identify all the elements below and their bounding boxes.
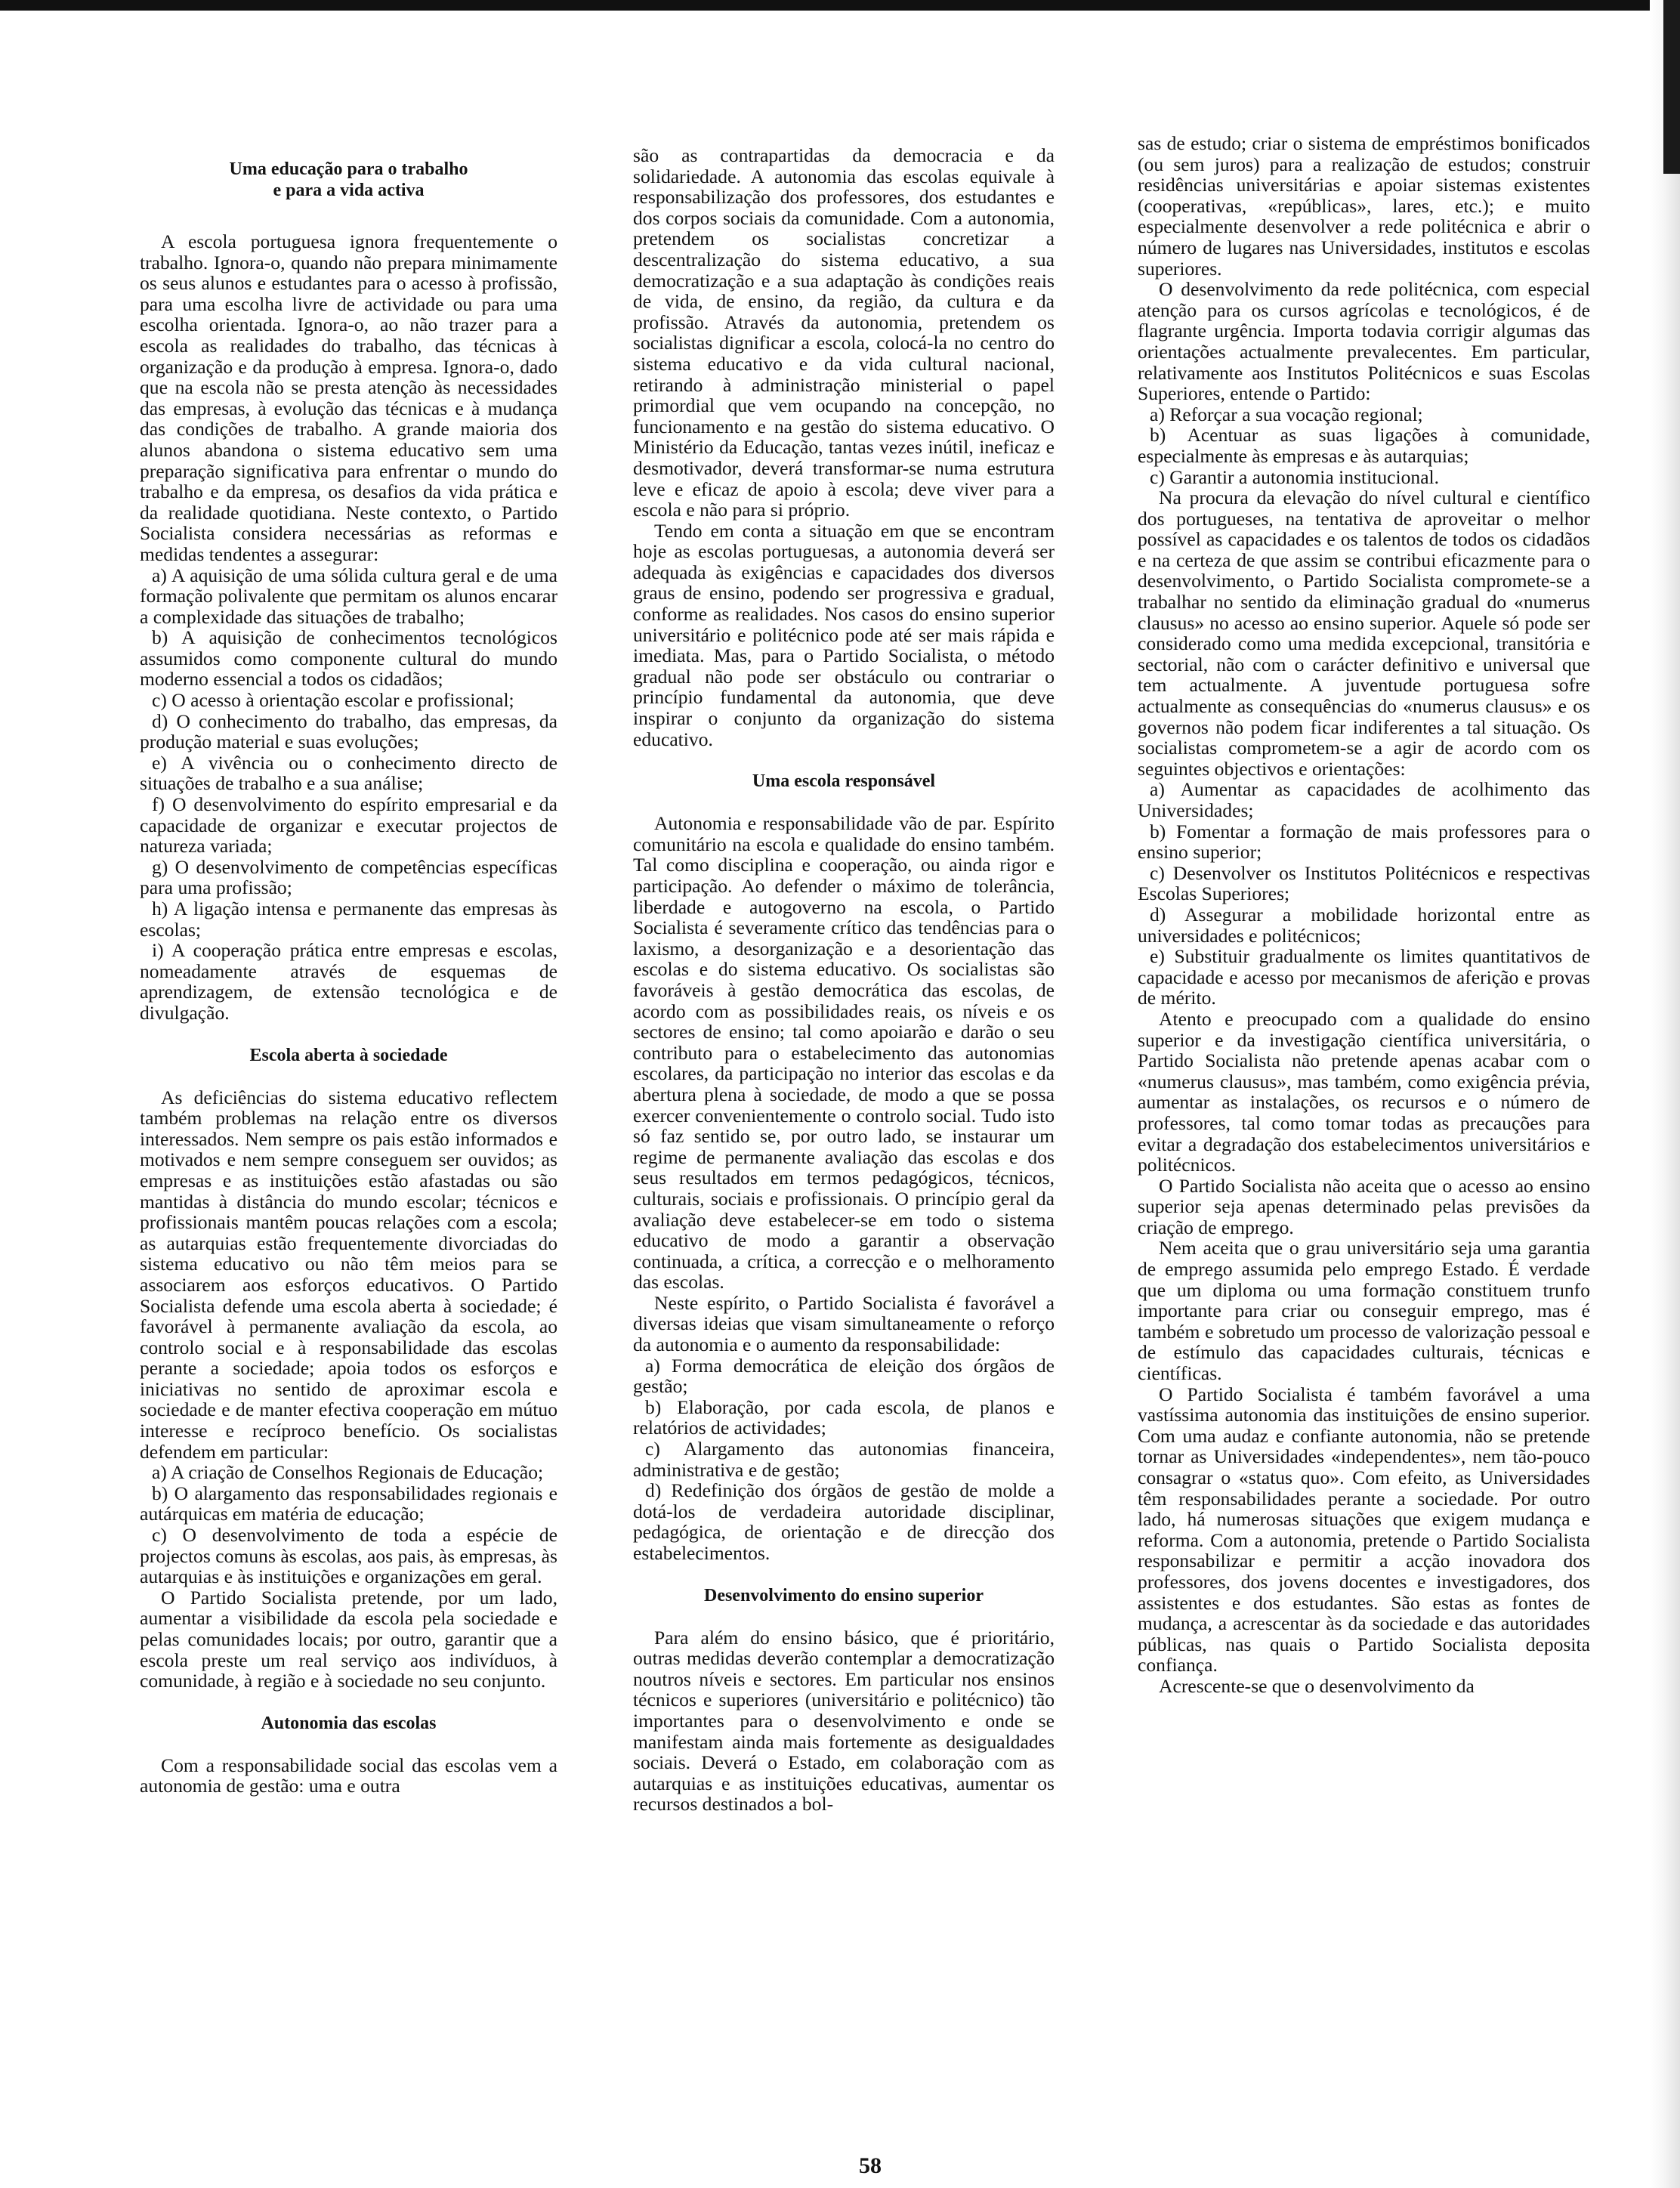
list-item: c) Alargamento das autonomias financeira, administrativa e de gestão; — [633, 1438, 1055, 1481]
page-edge-shadow — [1650, 0, 1680, 2188]
column-3 — [1138, 133, 1590, 2128]
list-item: d) Assegurar a mobilidade horizontal entre as universidades e politécnicos; — [1138, 903, 1590, 947]
list-item: h) A ligação intensa e permanente das empresas às escolas; — [140, 898, 557, 941]
paragraph: O desenvolvimento da rede politécnica, com especial atenção para os cursos agrícolas e tecnológicos, é de flagrante urgência. Importa todavia corrigir algumas das orientações actualmente prevalecentes. Em particular, relativamente aos Institutos Politécnicos e suas Escolas Superiores, entende o Partido: — [1138, 278, 1590, 405]
paragraph: O Partido Socialista é também favorável a uma vastíssima autonomia das instituições de ensino superior. Com uma audaz e confiante autonomia, não se pretende tornar as Universidades «independentes», nem tão-pouco consagrar o «status quo». Com efeito, as Universidades têm responsabilidades perante a sociedade. Por outro lado, há numerosas situações que exigem mudança e reforma. Com a autonomia, pretende o Partido Socialista responsabilizar e permitir a acção inovadora dos professores, dos jovens docentes e investigadores, dos assistentes e dos estudantes. São estas as fontes de mudança, a acrescentar às da sociedade e das autoridades públicas, nas quais o Partido Socialista deposita confiança. — [1138, 1383, 1590, 1677]
list-item: b) O alargamento das responsabilidades regionais e autárquicas em matéria de educação; — [140, 1482, 557, 1525]
paragraph: As deficiências do sistema educativo reflectem também problemas na relação entre os diversos interessados. Nem sempre os pais estão informados e motivados e nem sempre conseguem ser ouvidos; as empresas e as instituições estão afastadas ou são mantidas à distância do mundo escolar; técnicos e profissionais mantêm poucas relações com a escola; as autarquias estão frequentemente divorciadas do sistema educativo ou não têm meios para se associarem aos esforços educativos. O Partido Socialista defende uma escola aberta à sociedade; é favorável à permanente avaliação da escola, ao controlo social e à responsabilidade das escolas perante a sociedade; apoia todos os esforços e iniciativas no sentido de aproximar escola e sociedade e de manter efectiva cooperação em mútuo interesse e recíproco benefício. Os socialistas defendem em particular: — [140, 1086, 557, 1463]
paragraph: O Partido Socialista pretende, por um lado, aumentar a visibilidade da escola pela sociedade e pelas comunidades locais; por outro, garantir que a escola preste um real serviço aos indivíduos, à comunidade, à região e à sociedade no seu conjunto. — [140, 1586, 557, 1692]
list-item: b) Elaboração, por cada escola, de planos e relatórios de actividades; — [633, 1395, 1055, 1439]
paragraph: Nem aceita que o grau universitário seja uma garantia de emprego assumida pelo emprego Estado. É verdade que um diploma ou uma formação constituem trunfo importante para criar ou conseguir emprego, mas é também e sobretudo um processo de valorização pessoal e de estímulo das capacidades culturais, técnicas e científicas. — [1138, 1237, 1590, 1385]
section-heading: Uma educação para o trabalho e para a vida activa — [229, 159, 468, 200]
section-heading: Desenvolvimento do ensino superior — [703, 1585, 984, 1605]
list-item: a) Reforçar a sua vocação regional; — [1150, 403, 1423, 425]
paragraph: Atento e preocupado com a qualidade do ensino superior e da investigação científica universitária, o Partido Socialista não pretende apenas acabar com o «numerus clausus», mas também, como exigência prévia, aumentar as instalações, os recursos e o número de professores, tal como tomar todas as precauções para evitar a degradação dos estabelecimentos universitários e politécnicos. — [1138, 1007, 1590, 1176]
paragraph: A escola portuguesa ignora frequentemente o trabalho. Ignora-o, quando não prepara minimamente os seus alunos e estudantes para o acesso à profissão, para uma escolha livre de actividade ou para uma escolha orientada. Ignora-o, ao não trazer para a escola as realidades do trabalho, das técnicas à organização e da produção à empresa. Ignora-o, dado que na escola não se presta atenção às necessidades das empresas, à evolução das técnicas e à mudança das condições de trabalho. A grande maioria dos alunos abandona o sistema educativo sem uma preparação significativa para enfrentar o mundo do trabalho e da empresa, os desafios da vida prática e da realidade quotidiana. Neste contexto, o Partido Socialista considera necessárias as reformas e medidas tendentes a assegurar: — [140, 230, 557, 565]
paragraph: sas de estudo; criar o sistema de empréstimos bonificados (ou sem juros) para a realização de estudos; construir residências universitárias e apoiar sistemas existentes (cooperativas, «repúblicas», lares, etc.); e muito especialmente desenvolver a rede politécnica e abrir o número de lugares nas Universidades, institutos e escolas superiores. — [1138, 133, 1590, 280]
paragraph: Tendo em conta a situação em que se encontram hoje as escolas portuguesas, a autonomia deverá ser adequada às exigências e capacidades dos diversos graus de ensino, podendo ser progressiva e gradual, conforme as realidades. Nos casos do ensino superior universitário e politécnico pode até ser mais rápida e imediata. Mas, para o Partido Socialista, o método gradual não pode ser obstáculo ou contrariar o princípio fundamental da autonomia, que deve inspirar o conjunto da organização do sistema educativo. — [633, 519, 1055, 750]
list-item: c) Desenvolver os Institutos Politécnicos e respectivas Escolas Superiores; — [1138, 861, 1590, 905]
list-item: f) O desenvolvimento do espírito empresarial e da capacidade de organizar e executar projectos de natureza variada; — [140, 793, 557, 858]
paragraph: Autonomia e responsabilidade vão de par. Espírito comunitário na escola e qualidade do ensino também. Tal como disciplina e cooperação, ou ainda rigor e participação. Ao defender o máximo de tolerância, liberdade e autogoverno na escola, o Partido Socialista é severamente crítico das tendências para o laxismo, a desorganização e a desorientação das escolas e do sistema educativo. Os socialistas são favoráveis à gestão democrática das escolas, de acordo com as possibilidades reais, os níveis e os sectores de ensino; tal como apoiarão e darão o seu contributo para o estabelecimento das autonomias escolares, da participação no interior das escolas e da abertura plena à sociedade, de modo a que se possa exercer convenientemente o controlo social. Tudo isto só faz sentido se, por outro lado, se instaurar um regime de permanente avaliação das escolas e dos seus resultados em termos pedagógicos, técnicos, culturais, sociais e profissionais. O princípio geral da avaliação deve estabelecer-se em todo o sistema educativo de modo a garantir a observação continuada, a crítica, a correcção e o melhoramento das escolas. — [633, 812, 1055, 1293]
list-item: d) Redefinição dos órgãos de gestão de molde a dotá-los de verdadeira autoridade disciplinar, pedagógica, de orientação e de direcção dos estabelecimentos. — [633, 1479, 1055, 1564]
list-item: b) Acentuar as suas ligações à comunidade, especialmente às empresas e às autarquias; — [1138, 424, 1590, 467]
section-heading: Uma escola responsável — [752, 771, 936, 792]
list-item: a) Forma democrática de eleição dos órgãos de gestão; — [633, 1354, 1055, 1398]
list-item: i) A cooperação prática entre empresas e escolas, nomeadamente através de esquemas de aprendizagem, de extensão tecnológica e de divulgação. — [140, 939, 557, 1024]
paragraph: Na procura da elevação do nível cultural e científico dos portugueses, na tentativa de aproveitar o melhor possível as capacidades e os talentos de todos os cidadãos e na certeza de que assim se contribui eficazmente para o desenvolvimento, o Partido Socialista compromete-se a trabalhar no sentido da eliminação gradual do «numerus clausus» no acesso ao ensino superior. Aquele só pode ser considerado como uma medida excepcional, transitória e sectorial, não com o carácter definitivo e universal que tem actualmente. A juventude portuguesa sofre actualmente as consequências do «numerus clausus» e os governos não podem ficar indiferentes a tal situação. Os socialistas comprometem-se a agir de acordo com os seguintes objectivos e orientações: — [1138, 487, 1590, 780]
list-item: e) Substituir gradualmente os limites quantitativos de capacidade e acesso por mecanismos de aferição e provas de mérito. — [1138, 945, 1590, 1009]
column-1 — [140, 150, 557, 2144]
section-heading: Escola aberta à sociedade — [249, 1045, 448, 1065]
list-item: c) Garantir a autonomia institucional. — [1150, 465, 1440, 488]
list-item: a) A aquisição de uma sólida cultura geral e de uma formação polivalente que permitam os alunos encarar a complexidade das situações de trabalho; — [140, 564, 557, 628]
paragraph: são as contrapartidas da democracia e da solidariedade. A autonomia das escolas equivale à responsabilização dos professores, dos estudantes e dos corpos sociais da comunidade. Com a autonomia, pretendem os socialistas concretizar a descentralização do sistema educativo, a sua democratização e a sua adaptação às condições reais de vida, de ensino, da região, da cultura e da profissão. Através da autonomia, pretendem os socialistas dignificar a escola, colocá-la no centro do sistema educativo e da vida cultural nacional, retirando à administração ministerial o papel primordial que vem ocupando na concepção, no funcionamento e na gestão do sistema educativo. O Ministério da Educação, tantas vezes inútil, ineficaz e desmotivador, deverá transformar-se numa estrutura leve e eficaz de apoio à escola; deve viver para a escola e não para si próprio. — [633, 145, 1055, 521]
list-item: e) A vivência ou o conhecimento directo de situações de trabalho e a sua análise; — [140, 751, 557, 795]
paragraph: Para além do ensino básico, que é prioritário, outras medidas deverão contemplar a democratização noutros níveis e sectores. Em particular nos ensinos técnicos e superiores (universitário e politécnico) tão importantes para o desenvolvimento e onde se manifestam ainda mais fortemente as desigualdades sociais. Deverá o Estado, em colaboração com as autarquias e as instituições educativas, aumentar os recursos destinados a bol- — [633, 1626, 1055, 1816]
paragraph: Acrescente-se que o desenvolvimento da — [1159, 1674, 1475, 1697]
paragraph: Neste espírito, o Partido Socialista é favorável a diversas ideias que visam simultaneamente o reforço da autonomia e o aumento da responsabilidade: — [633, 1291, 1055, 1356]
page-number: 58 — [859, 2153, 882, 2178]
list-item: b) A aquisição de conhecimentos tecnológicos assumidos como componente cultural do mundo moderno essencial a todos os cidadãos; — [140, 626, 557, 691]
list-item: c) O acesso à orientação escolar e profissional; — [152, 689, 514, 712]
list-item: c) O desenvolvimento de toda a espécie de projectos comuns às escolas, aos pais, às empresas, às autarquias e às instituições e organizações em geral. — [140, 1524, 557, 1588]
column-2 — [633, 145, 1055, 2140]
section-heading: Autonomia das escolas — [261, 1713, 437, 1733]
list-item: a) A criação de Conselhos Regionais de Educação; — [152, 1461, 544, 1484]
list-item: g) O desenvolvimento de competências específicas para uma profissão; — [140, 855, 557, 899]
list-item: d) O conhecimento do trabalho, das empresas, da produção material e suas evoluções; — [140, 709, 557, 753]
top-scan-border — [0, 0, 1680, 11]
list-item: b) Fomentar a formação de mais professores para o ensino superior; — [1138, 820, 1590, 864]
paragraph: Com a responsabilidade social das escolas vem a autonomia de gestão: uma e outra — [140, 1754, 557, 1797]
list-item: a) Aumentar as capacidades de acolhimento das Universidades; — [1138, 778, 1590, 821]
page-corner-mark — [1663, 0, 1680, 174]
paragraph: O Partido Socialista não aceita que o acesso ao ensino superior seja apenas determinado pelas previsões da criação de emprego. — [1138, 1174, 1590, 1238]
